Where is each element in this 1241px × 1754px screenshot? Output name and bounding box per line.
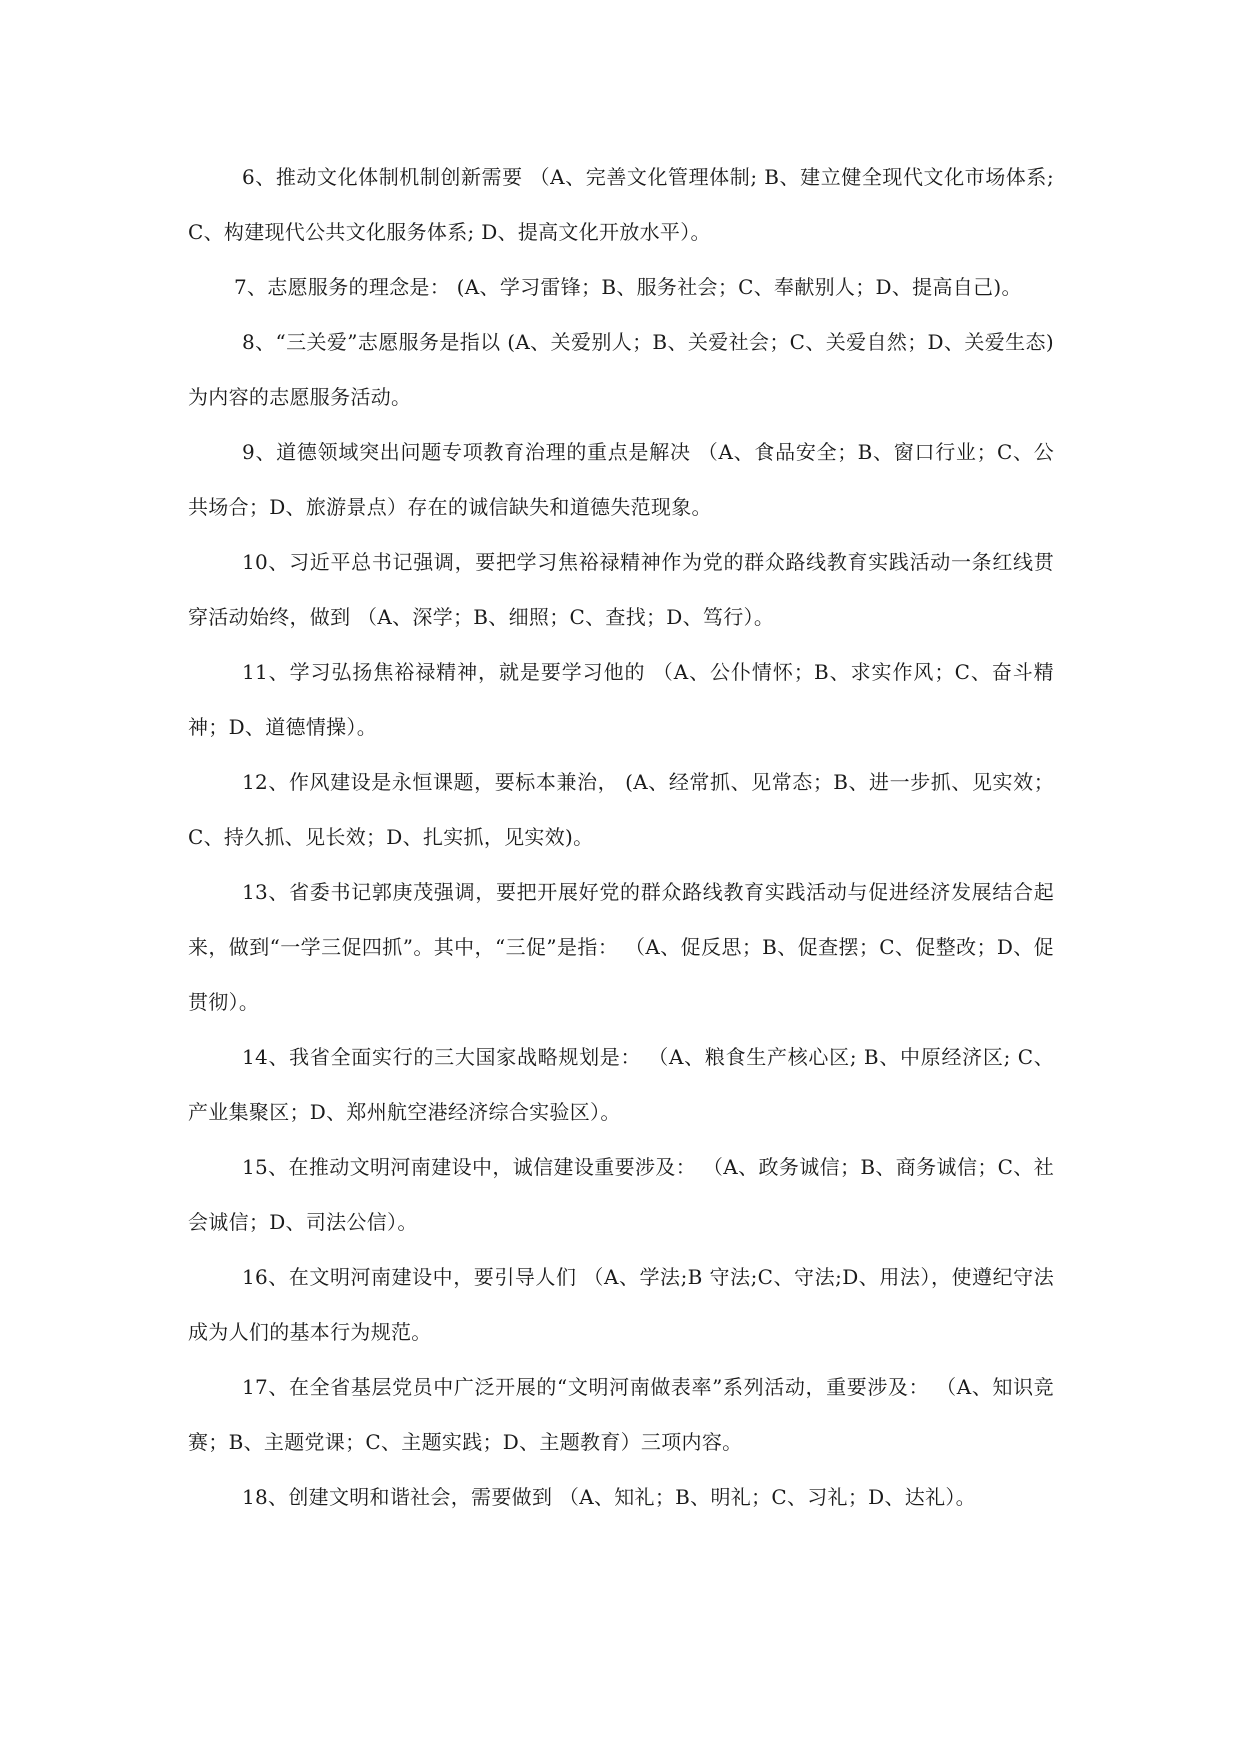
question-7: 7、志愿服务的理念是： (A、学习雷锋；B、服务社会；C、奉献别人；D、提高自己)。 <box>234 275 1022 299</box>
question-12: 12、作风建设是永恒课题，要标本兼治， (A、经常抓、见常态；B、进一步抓、见实效；C、持久抓、见长效；D、扎实抓，见实效)。 <box>188 770 1054 849</box>
question-9: 9、道德领域突出问题专项教育治理的重点是解决 （A、食品安全；B、窗口行业；C、公共场合；D、旅游景点）存在的诚信缺失和道德失范现象。 <box>188 440 1054 519</box>
question-11: 11、学习弘扬焦裕禄精神，就是要学习他的 （A、公仆情怀；B、求实作风；C、奋斗精神；D、道德情操）。 <box>188 660 1054 739</box>
question-18: 18、创建文明和谐社会，需要做到 （A、知礼；B、明礼；C、习礼；D、达礼）。 <box>242 1485 976 1509</box>
question-14: 14、我省全面实行的三大国家战略规划是： （A、粮食生产核心区; B、中原经济区; C、产业集聚区；D、郑州航空港经济综合实验区）。 <box>188 1045 1054 1124</box>
question-13: 13、省委书记郭庚茂强调，要把开展好党的群众路线教育实践活动与促进经济发展结合起来，做到“一学三促四抓”。其中，“三促”是指： （A、促反思；B、促查摆；C、促整改；D、促贯彻）。 <box>188 880 1054 1014</box>
question-6: 6、推动文化体制机制创新需要 （A、完善文化管理体制; B、建立健全现代文化市场体系; C、构建现代公共文化服务体系; D、提高文化开放水平）。 <box>188 165 1054 244</box>
question-8: 8、“三关爱”志愿服务是指以 (A、关爱别人；B、关爱社会；C、关爱自然；D、关爱生态)为内容的志愿服务活动。 <box>188 330 1054 409</box>
question-15: 15、在推动文明河南建设中，诚信建设重要涉及： （A、政务诚信；B、商务诚信；C、社会诚信；D、司法公信）。 <box>188 1155 1054 1234</box>
question-17: 17、在全省基层党员中广泛开展的“文明河南做表率”系列活动，重要涉及： （A、知识竞赛；B、主题党课；C、主题实践；D、主题教育）三项内容。 <box>188 1375 1054 1454</box>
question-16: 16、在文明河南建设中，要引导人们 （A、学法;B 守法;C、守法;D、用法），使遵纪守法成为人们的基本行为规范。 <box>188 1265 1054 1344</box>
question-10: 10、习近平总书记强调，要把学习焦裕禄精神作为党的群众路线教育实践活动一条红线贯穿活动始终，做到 （A、深学；B、细照；C、查找；D、笃行）。 <box>188 550 1054 629</box>
question-list <box>188 150 1054 1525</box>
